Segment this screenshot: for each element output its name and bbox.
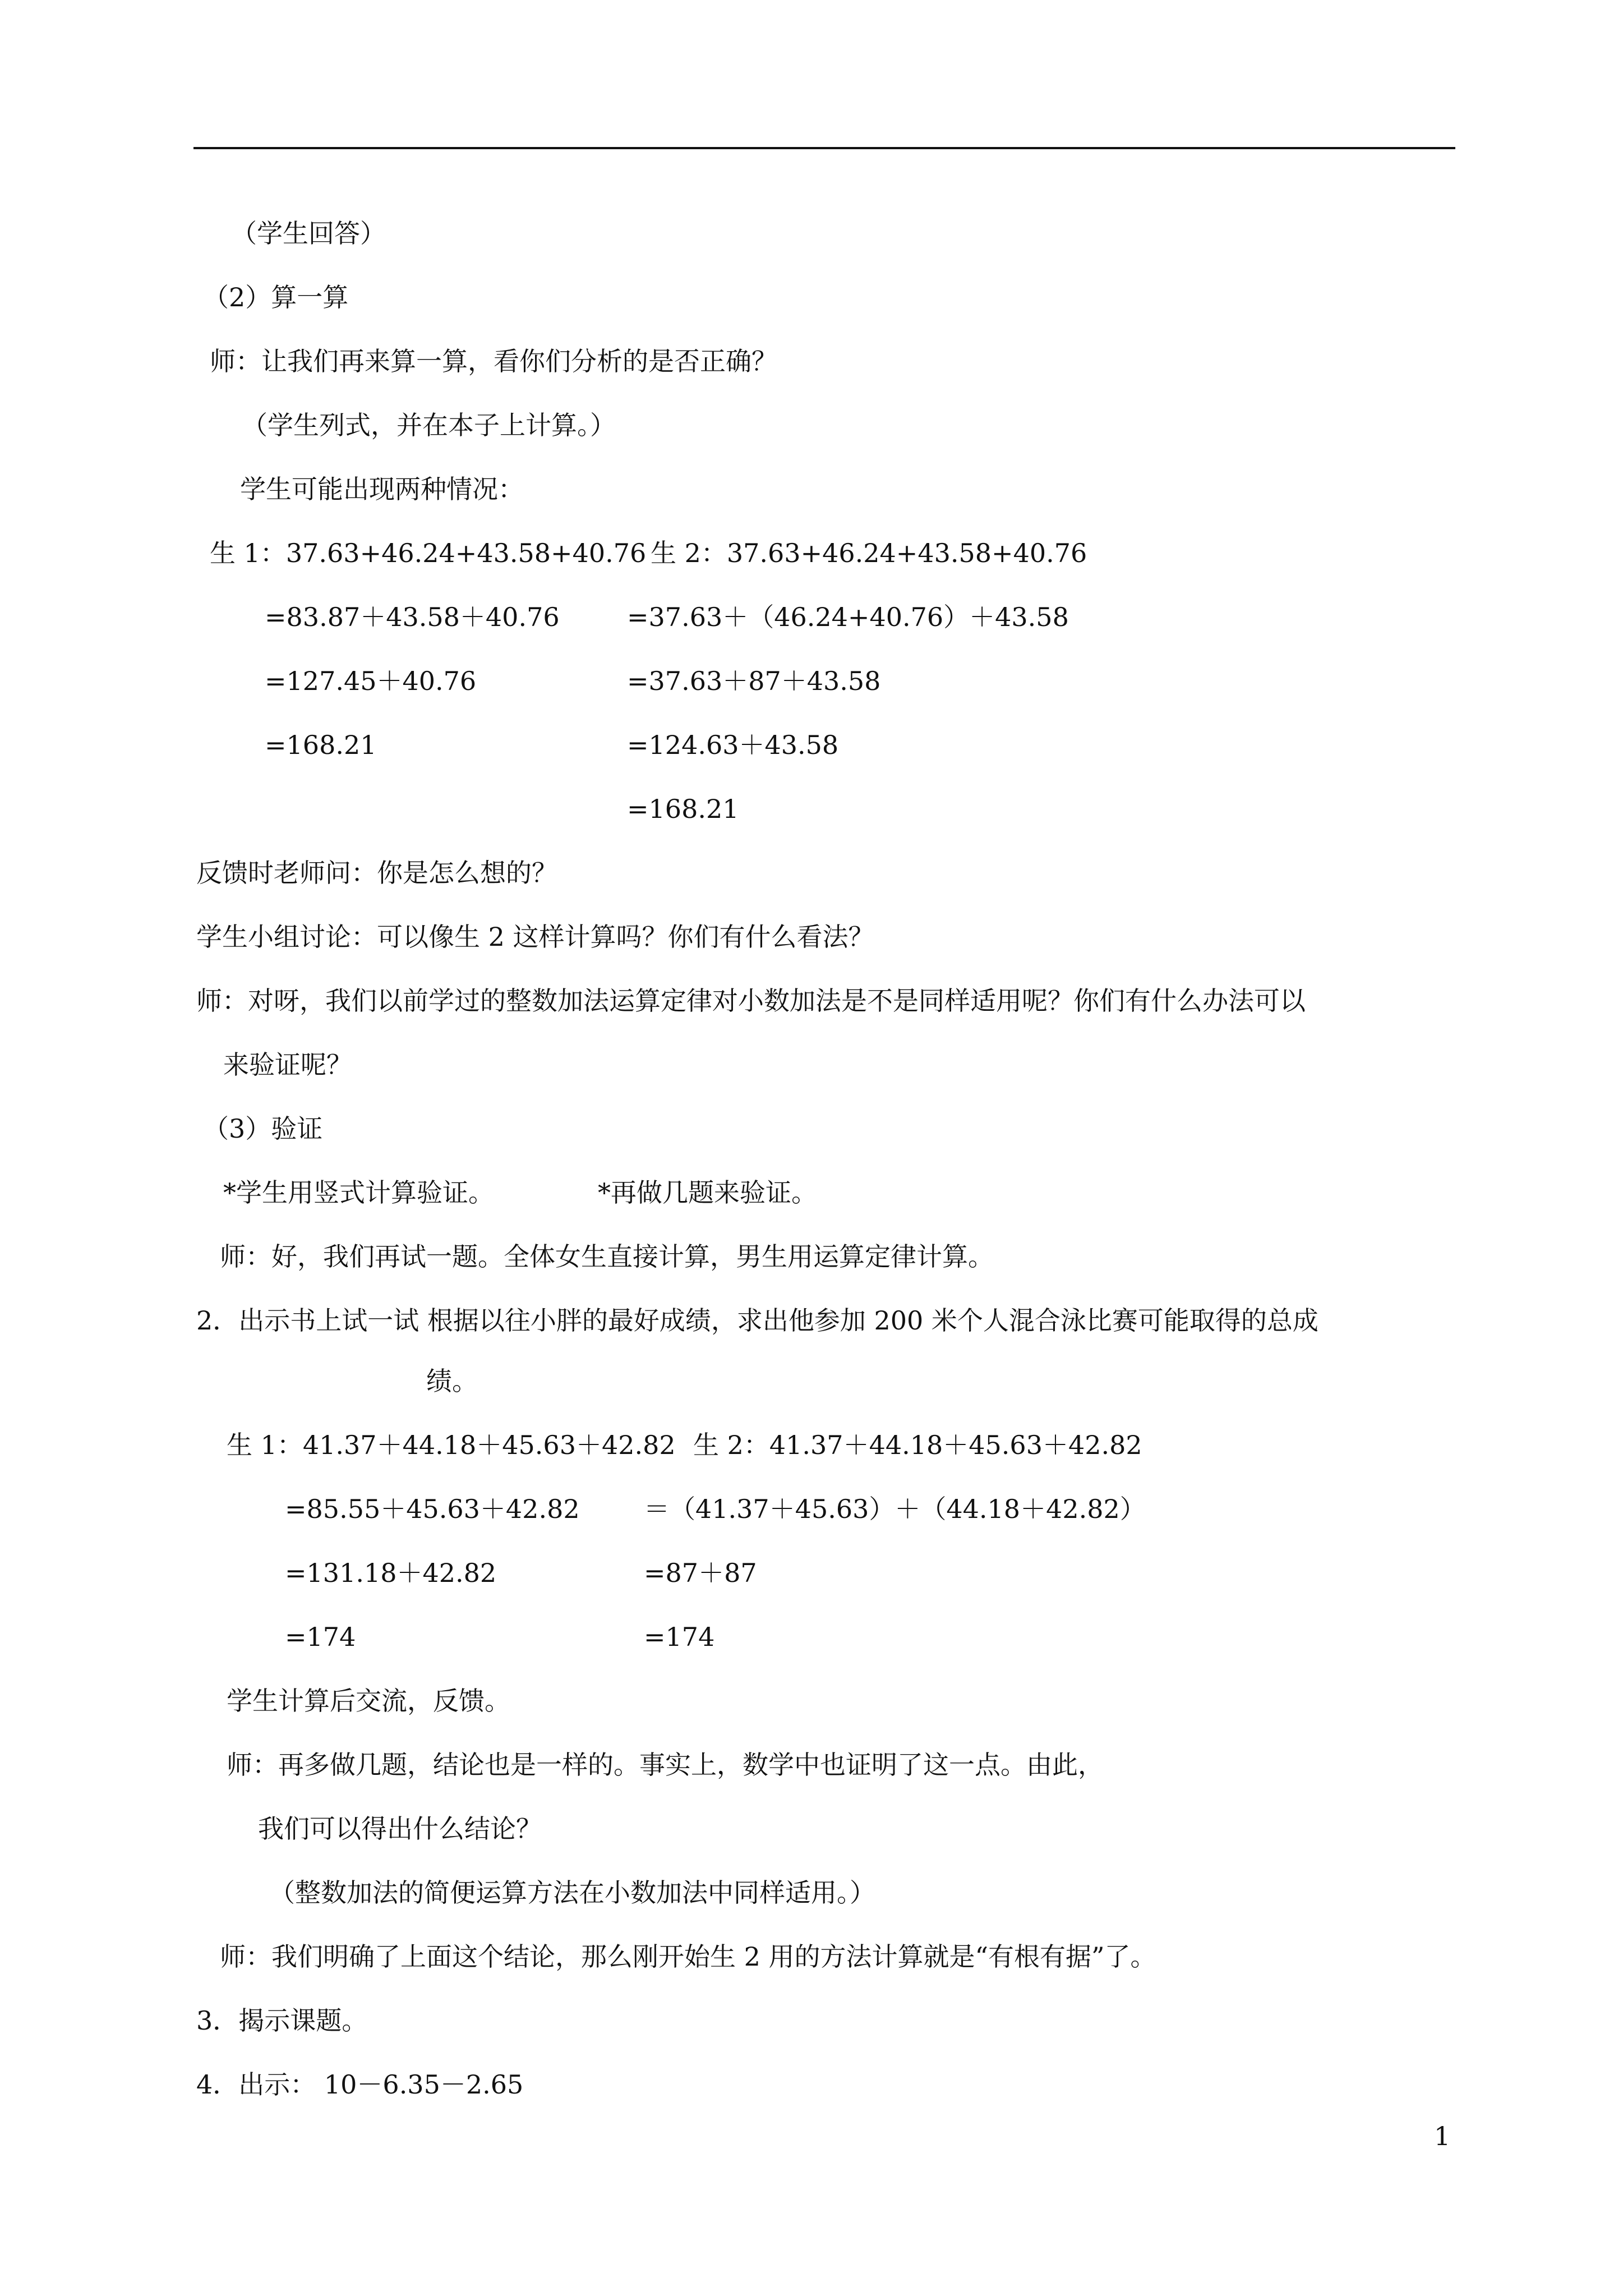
- text-line: 学生计算后交流，反馈。: [227, 1686, 510, 1716]
- text-line: 3．揭示课题。: [196, 2005, 368, 2036]
- text-line: 师：好，我们再试一题。全体女生直接计算，男生用运算定律计算。: [220, 1241, 994, 1272]
- text-line: *学生用竖式计算验证。: [223, 1177, 494, 1208]
- equation-step: =37.63＋87＋43.58: [627, 666, 881, 696]
- text-line: 4．出示： 10－6.35－2.65: [196, 2069, 524, 2100]
- text-line: 反馈时老师问：你是怎么想的？: [196, 858, 557, 888]
- equation-step: =131.18＋42.82: [285, 1558, 497, 1588]
- equation-step: =127.45＋40.76: [265, 666, 477, 696]
- equation-step: =37.63＋（46.24+40.76）＋43.58: [627, 602, 1069, 632]
- text-line: （学生回答）: [231, 218, 386, 249]
- equation-step: =174: [285, 1622, 356, 1652]
- equation-step: =168.21: [627, 794, 739, 824]
- section-heading: （2）算一算: [203, 282, 349, 312]
- equation-student2: 生 2：37.63+46.24+43.58+40.76: [651, 538, 1087, 568]
- equation-step: ＝（41.37＋45.63）＋（44.18＋42.82）: [644, 1494, 1146, 1524]
- equation-step: =168.21: [265, 730, 377, 760]
- page-number: 1: [1434, 2121, 1451, 2151]
- equation-student2: 生 2：41.37＋44.18＋45.63＋42.82: [693, 1430, 1142, 1460]
- text-line: 师：再多做几题，结论也是一样的。事实上，数学中也证明了这一点。由此，: [227, 1750, 1104, 1780]
- text-line: 师：我们明确了上面这个结论，那么刚开始生 2 用的方法计算就是“有根有据”了。: [220, 1941, 1156, 1972]
- equation-step: =83.87＋43.58＋40.76: [265, 602, 560, 632]
- equation-step: =85.55＋45.63＋42.82: [285, 1494, 580, 1524]
- text-line: 学生可能出现两种情况：: [240, 474, 524, 504]
- text-line: 来验证呢？: [223, 1050, 352, 1080]
- equation-step: =87＋87: [644, 1558, 757, 1588]
- header-rule: [193, 147, 1455, 149]
- text-line: 绩。: [426, 1366, 478, 1396]
- section-heading: （3）验证: [203, 1114, 323, 1144]
- equation-step: =174: [644, 1622, 715, 1652]
- equation-step: =124.63＋43.58: [627, 730, 839, 760]
- text-line: （学生列式，并在本子上计算。）: [242, 410, 616, 440]
- text-line: 我们可以得出什么结论？: [258, 1814, 542, 1844]
- text-line: 2．出示书上试一试 根据以往小胖的最好成绩，求出他参加 200 米个人混合泳比赛可能取得的总成: [196, 1305, 1318, 1336]
- equation-student1: 生 1：41.37＋44.18＋45.63＋42.82: [227, 1430, 676, 1460]
- text-line: 学生小组讨论：可以像生 2 这样计算吗？你们有什么看法？: [196, 922, 874, 952]
- text-line: 师：对呀，我们以前学过的整数加法运算定律对小数加法是不是同样适用呢？你们有什么办法可以: [196, 986, 1306, 1016]
- text-line: *再做几题来验证。: [598, 1177, 817, 1208]
- equation-student1: 生 1：37.63+46.24+43.58+40.76: [210, 538, 647, 568]
- text-line: （整数加法的简便运算方法在小数加法中同样适用。）: [269, 1878, 875, 1908]
- text-line: 师：让我们再来算一算，看你们分析的是否正确？: [210, 346, 777, 376]
